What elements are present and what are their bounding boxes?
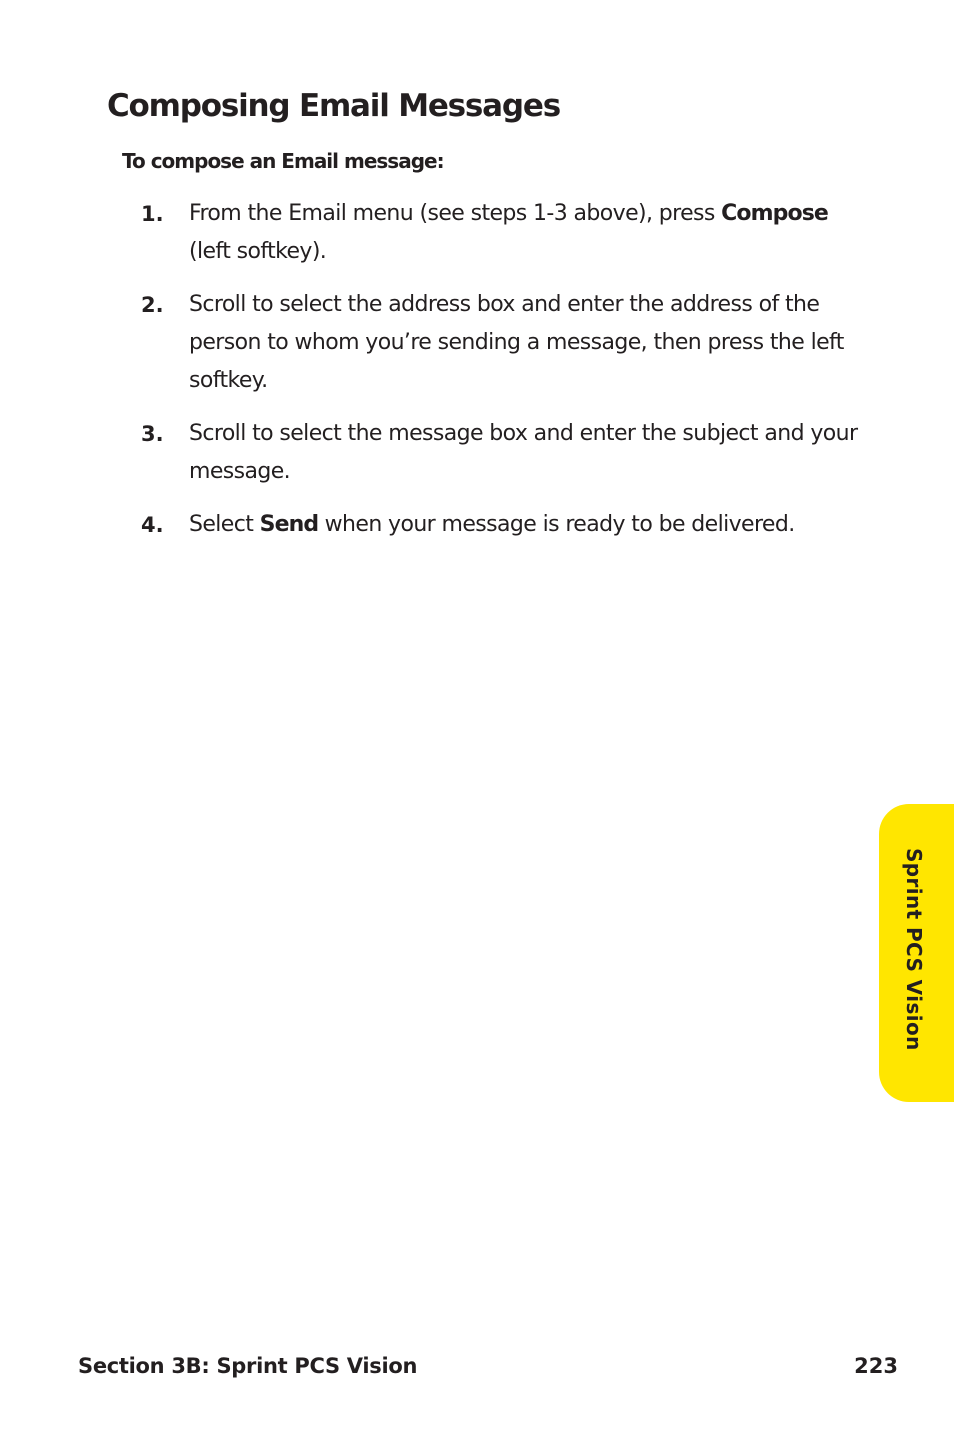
- section-tab-label: Sprint PCS Vision: [902, 848, 926, 1051]
- step-text-part: (left softkey).: [189, 239, 327, 264]
- step-text: [189, 195, 869, 271]
- step-text: [189, 286, 869, 400]
- step-text-part: Select: [189, 512, 260, 537]
- step-text-emphasis: Send: [259, 512, 319, 537]
- step-text-emphasis: Compose: [721, 201, 828, 226]
- page-number: 223: [854, 1354, 898, 1378]
- procedure-heading: To compose an Email message:: [122, 149, 444, 173]
- step-number: 3.: [141, 422, 164, 446]
- page-title: Composing Email Messages: [107, 88, 560, 124]
- step-number: 4.: [141, 513, 164, 537]
- step-text-part: From the Email menu (see steps 1-3 above), press: [189, 201, 722, 226]
- step-number: 2.: [141, 293, 164, 317]
- step-text: [189, 506, 869, 544]
- step-text: [189, 415, 869, 491]
- step-text-part: when your message is ready to be delivered.: [318, 512, 795, 537]
- step-text-part: Scroll to select the message box and enter the subject and your message.: [189, 421, 858, 484]
- step-number: 1.: [141, 202, 164, 226]
- step-text-part: Scroll to select the address box and enter the address of the person to whom you’re sending a message, then press the left softkey.: [189, 292, 844, 393]
- footer-section-title: Section 3B: Sprint PCS Vision: [78, 1354, 418, 1378]
